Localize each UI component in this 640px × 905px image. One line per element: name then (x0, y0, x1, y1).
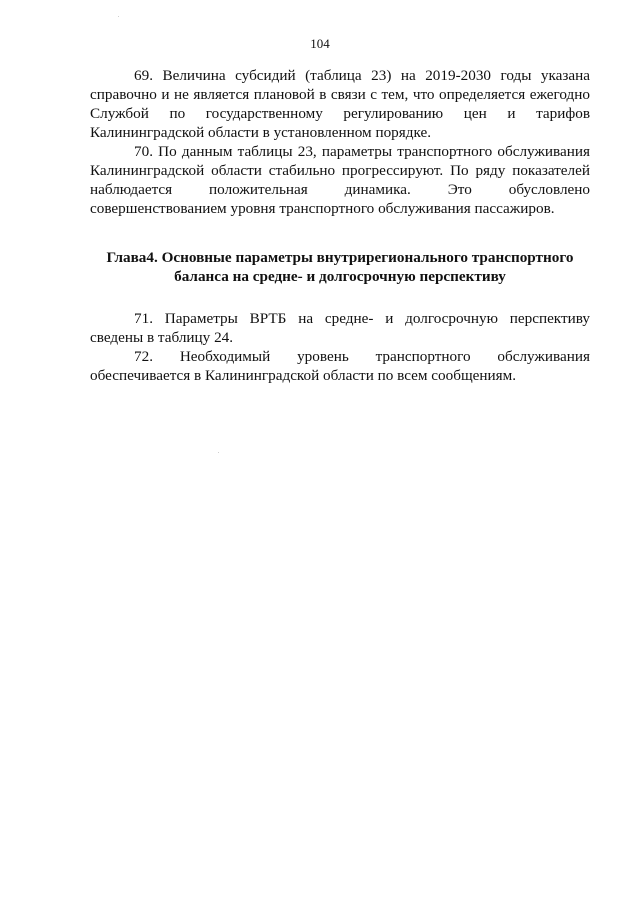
paragraph-71: 71. Параметры ВРТБ на средне- и долгосрочную перспективу сведены в таблицу 24. (90, 310, 590, 346)
paragraph-70: 70. По данным таблицы 23, параметры транспортного обслуживания Калининградской области стабильно прогрессируют. По ряду показателей наблюдается положительная динамика. Это обусловлено совершенствованием уровня транспортного обслуживания пассажиров. (90, 143, 590, 217)
paragraph-69: 69. Величина субсидий (таблица 23) на 2019-2030 годы указана справочно и не является плановой в связи с тем, что определяется ежегодно Службой по государственному регулированию цен и тарифов Калининградской области в установленном порядке. (90, 67, 590, 141)
chapter-heading: Глава4. Основные параметры внутрирегионального транспортного баланса на средне- и долгосрочную перспективу (106, 249, 574, 285)
page-number: 104 (310, 36, 330, 51)
scan-speck (118, 16, 119, 17)
document-body (90, 66, 590, 385)
paragraph-72: 72. Необходимый уровень транспортного обслуживания обеспечивается в Калининградской области по всем сообщениям. (90, 348, 590, 384)
scan-speck (218, 452, 219, 453)
